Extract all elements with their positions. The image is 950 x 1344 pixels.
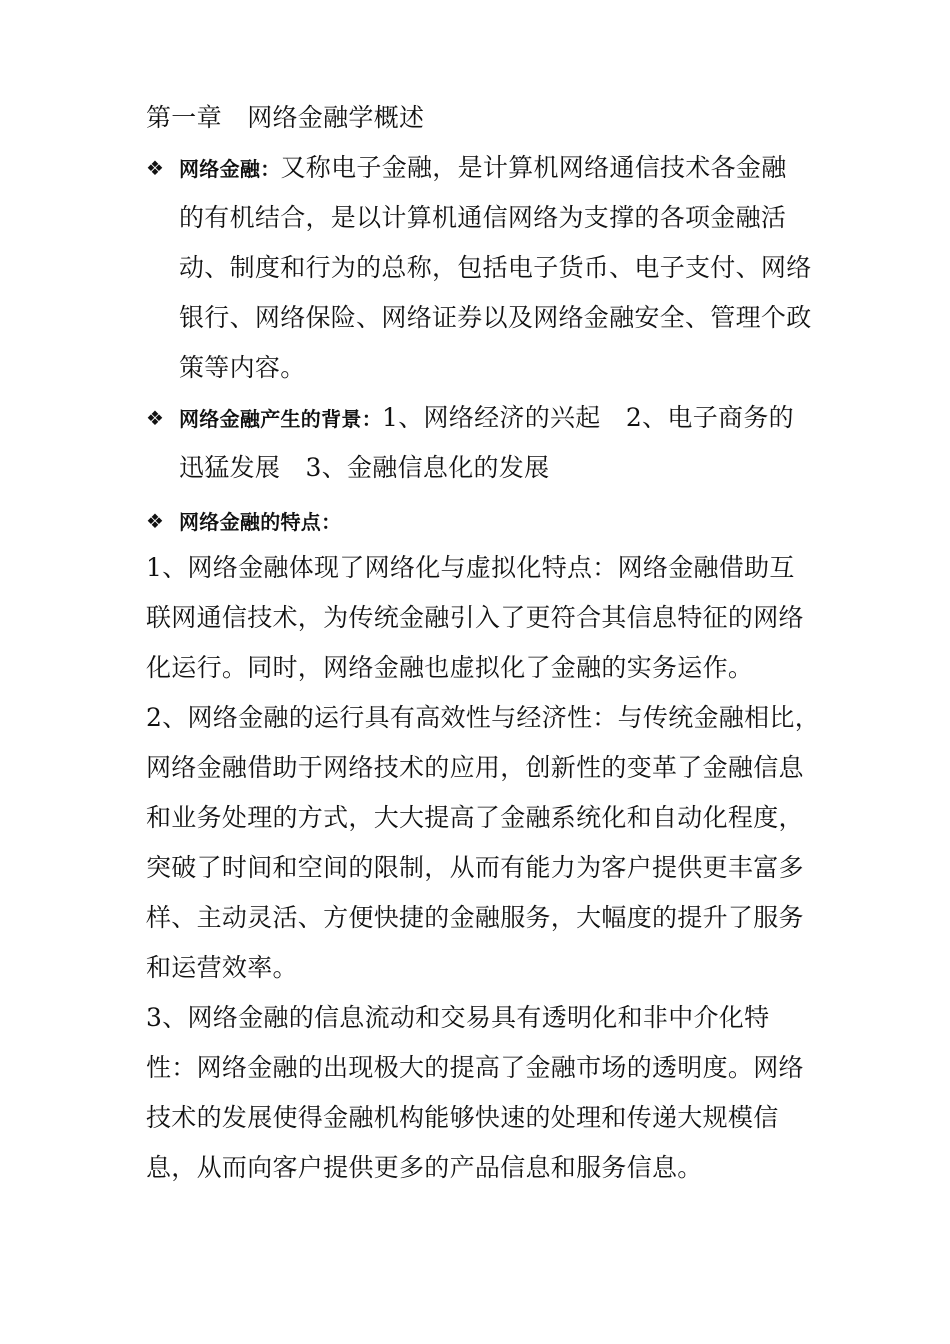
definition-line: 的有机结合，是以计算机通信网络为支撑的各项金融活 bbox=[179, 203, 787, 232]
features-heading bbox=[179, 506, 341, 537]
diamond-bullet-icon: ❖ bbox=[146, 406, 164, 430]
diamond-bullet-icon: ❖ bbox=[146, 156, 164, 180]
definition-line: 动、制度和行为的总称，包括电子货币、电子支付、网络 bbox=[179, 253, 812, 282]
paragraph-line: 联网通信技术，为传统金融引入了更符合其信息特征的网络 bbox=[146, 603, 804, 632]
paragraph-line: 和业务处理的方式，大大提高了金融系统化和自动化程度， bbox=[146, 803, 804, 832]
definition-line: 策等内容。 bbox=[179, 353, 306, 382]
definition-line bbox=[179, 153, 787, 184]
paragraph-line: 和运营效率。 bbox=[146, 953, 298, 982]
definition-label: 网络金融： bbox=[179, 157, 281, 181]
paragraph-line: 样、主动灵活、方便快捷的金融服务，大幅度的提升了服务 bbox=[146, 903, 804, 932]
paragraph-line: 2、网络金融的运行具有高效性与经济性：与传统金融相比， bbox=[146, 703, 821, 732]
paragraph-line: 网络金融借助于网络技术的应用，创新性的变革了金融信息 bbox=[146, 753, 804, 782]
paragraph-line: 化运行。同时，网络金融也虚拟化了金融的实务运作。 bbox=[146, 653, 754, 682]
features-label: 网络金融的特点： bbox=[179, 510, 342, 534]
paragraph-line: 1、网络金融体现了网络化与虚拟化特点：网络金融借助互 bbox=[146, 553, 795, 582]
background-label: 网络金融产生的背景： bbox=[179, 407, 382, 431]
diamond-bullet-icon: ❖ bbox=[146, 509, 164, 533]
definition-text: 又称电子金融，是计算机网络通信技术各金融 bbox=[280, 153, 787, 182]
paragraph-line: 3、网络金融的信息流动和交易具有透明化和非中介化特 bbox=[146, 1003, 770, 1032]
background-line: 迅猛发展 3、金融信息化的发展 bbox=[179, 453, 550, 482]
background-text: 1、网络经济的兴起 2、电子商务的 bbox=[382, 403, 794, 432]
paragraph-line: 突破了时间和空间的限制，从而有能力为客户提供更丰富多 bbox=[146, 853, 804, 882]
chapter-title: 第一章 网络金融学概述 bbox=[146, 103, 425, 132]
background-line bbox=[179, 403, 794, 434]
paragraph-line: 息，从而向客户提供更多的产品信息和服务信息。 bbox=[146, 1153, 703, 1182]
paragraph-line: 技术的发展使得金融机构能够快速的处理和传递大规模信 bbox=[146, 1103, 779, 1132]
definition-line: 银行、网络保险、网络证券以及网络金融安全、管理个政 bbox=[179, 303, 812, 332]
paragraph-line: 性：网络金融的出现极大的提高了金融市场的透明度。网络 bbox=[146, 1053, 804, 1082]
